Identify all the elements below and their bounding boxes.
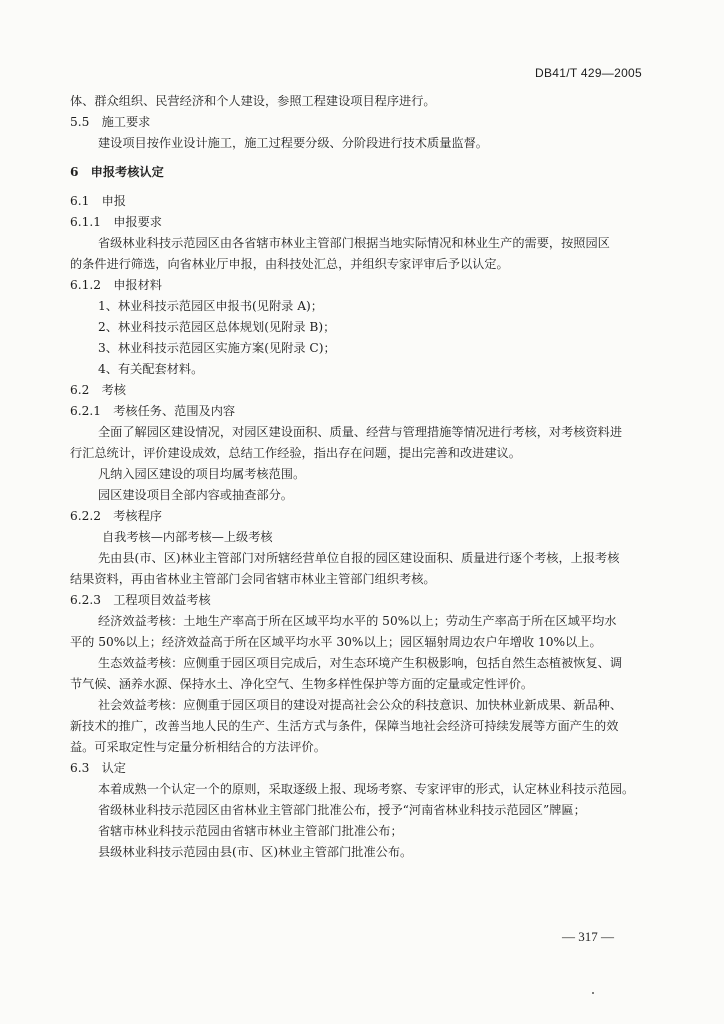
body-line: 全面了解园区建设情况，对园区建设面积、质量、经营与管理措施等情况进行考核，对考核资料进	[98, 425, 623, 439]
body-line: 先由县(市、区)林业主管部门对所辖经营单位自报的园区建设面积、质量进行逐个考核，上报考核	[98, 551, 620, 565]
body-line: 省级林业科技示范园区由各省辖市林业主管部门根据当地实际情况和林业生产的需要，按照园区	[98, 236, 610, 250]
section-heading: 6.1.2 申报材料	[70, 278, 162, 292]
body-line: 社会效益考核：应侧重于园区项目的建设对提高社会公众的科技意识、加快林业新成果、新品种、	[98, 698, 623, 712]
body-line: 经济效益考核：土地生产率高于所在区域平均水平的 50%以上；劳动生产率高于所在区域平均水	[98, 614, 617, 628]
body-line: 园区建设项目全部内容或抽查部分。	[98, 488, 293, 502]
body-line: 县级林业科技示范园由县(市、区)林业主管部门批准公布。	[98, 845, 413, 859]
standard-number: DB41/T 429—2005	[534, 66, 642, 80]
list-item: 2、林业科技示范园区总体规划(见附录 B)；	[98, 320, 336, 334]
list-item: 1、林业科技示范园区申报书(见附录 A)；	[98, 299, 323, 313]
section-heading: 6.1 申报	[70, 194, 126, 208]
section-heading: 6.3 认定	[70, 761, 126, 775]
body-line: 节气候、涵养水源、保持水土、净化空气、生物多样性保护等方面的定量或定性评价。	[70, 677, 534, 691]
body-line: 行汇总统计，评价建设成效，总结工作经验，指出存在问题，提出完善和改进建议。	[70, 446, 521, 460]
body-line: 益。可采取定性与定量分析相结合的方法评价。	[70, 740, 326, 754]
page-number: — 317 —	[562, 929, 614, 944]
body-line: 自我考核—内部考核—上级考核	[102, 530, 273, 544]
body-line: 省辖市林业科技示范园由省辖市林业主管部门批准公布；	[98, 824, 403, 838]
body-line: 生态效益考核：应侧重于园区项目完成后，对生态环境产生积极影响，包括自然生态植被恢复、调	[98, 656, 623, 670]
body-line: 结果资料，再由省林业主管部门会同省辖市林业主管部门组织考核。	[70, 572, 436, 586]
body-line: 的条件进行筛选，向省林业厅申报，由科技处汇总，并组织专家评审后予以认定。	[70, 257, 509, 271]
list-item: 4、有关配套材料。	[98, 362, 204, 376]
list-item: 3、林业科技示范园区实施方案(见附录 C)；	[98, 341, 336, 355]
chapter-heading: 6 申报考核认定	[70, 165, 164, 179]
section-heading: 6.1.1 申报要求	[70, 215, 162, 229]
scan-speck	[592, 992, 594, 994]
body-line: 体、群众组织、民营经济和个人建设，参照工程建设项目程序进行。	[70, 94, 436, 108]
section-heading: 6.2.1 考核任务、范围及内容	[70, 404, 236, 418]
body-line: 本着成熟一个认定一个的原则，采取逐级上报、现场考察、专家评审的形式，认定林业科技示范园。	[98, 782, 635, 796]
body-line: 建设项目按作业设计施工，施工过程要分级、分阶段进行技术质量监督。	[98, 136, 488, 150]
section-heading: 6.2.3 工程项目效益考核	[70, 593, 211, 607]
body-line: 凡纳入园区建设的项目均属考核范围。	[98, 467, 306, 481]
body-line: 新技术的推广，改善当地人民的生产、生活方式与条件，保障当地社会经济可持续发展等方面产生的效	[70, 719, 619, 733]
document-body	[70, 91, 638, 863]
section-heading: 6.2.2 考核程序	[70, 509, 162, 523]
body-line: 平的 50%以上；经济效益高于所在区域平均水平 30%以上；园区辐射周边农户年增收 10%以上。	[70, 635, 602, 649]
body-line: 省级林业科技示范园区由省林业主管部门批准公布，授予“河南省林业科技示范园区”牌匾；	[98, 803, 586, 817]
section-heading: 6.2 考核	[70, 383, 126, 397]
section-heading: 5.5 施工要求	[70, 115, 151, 129]
